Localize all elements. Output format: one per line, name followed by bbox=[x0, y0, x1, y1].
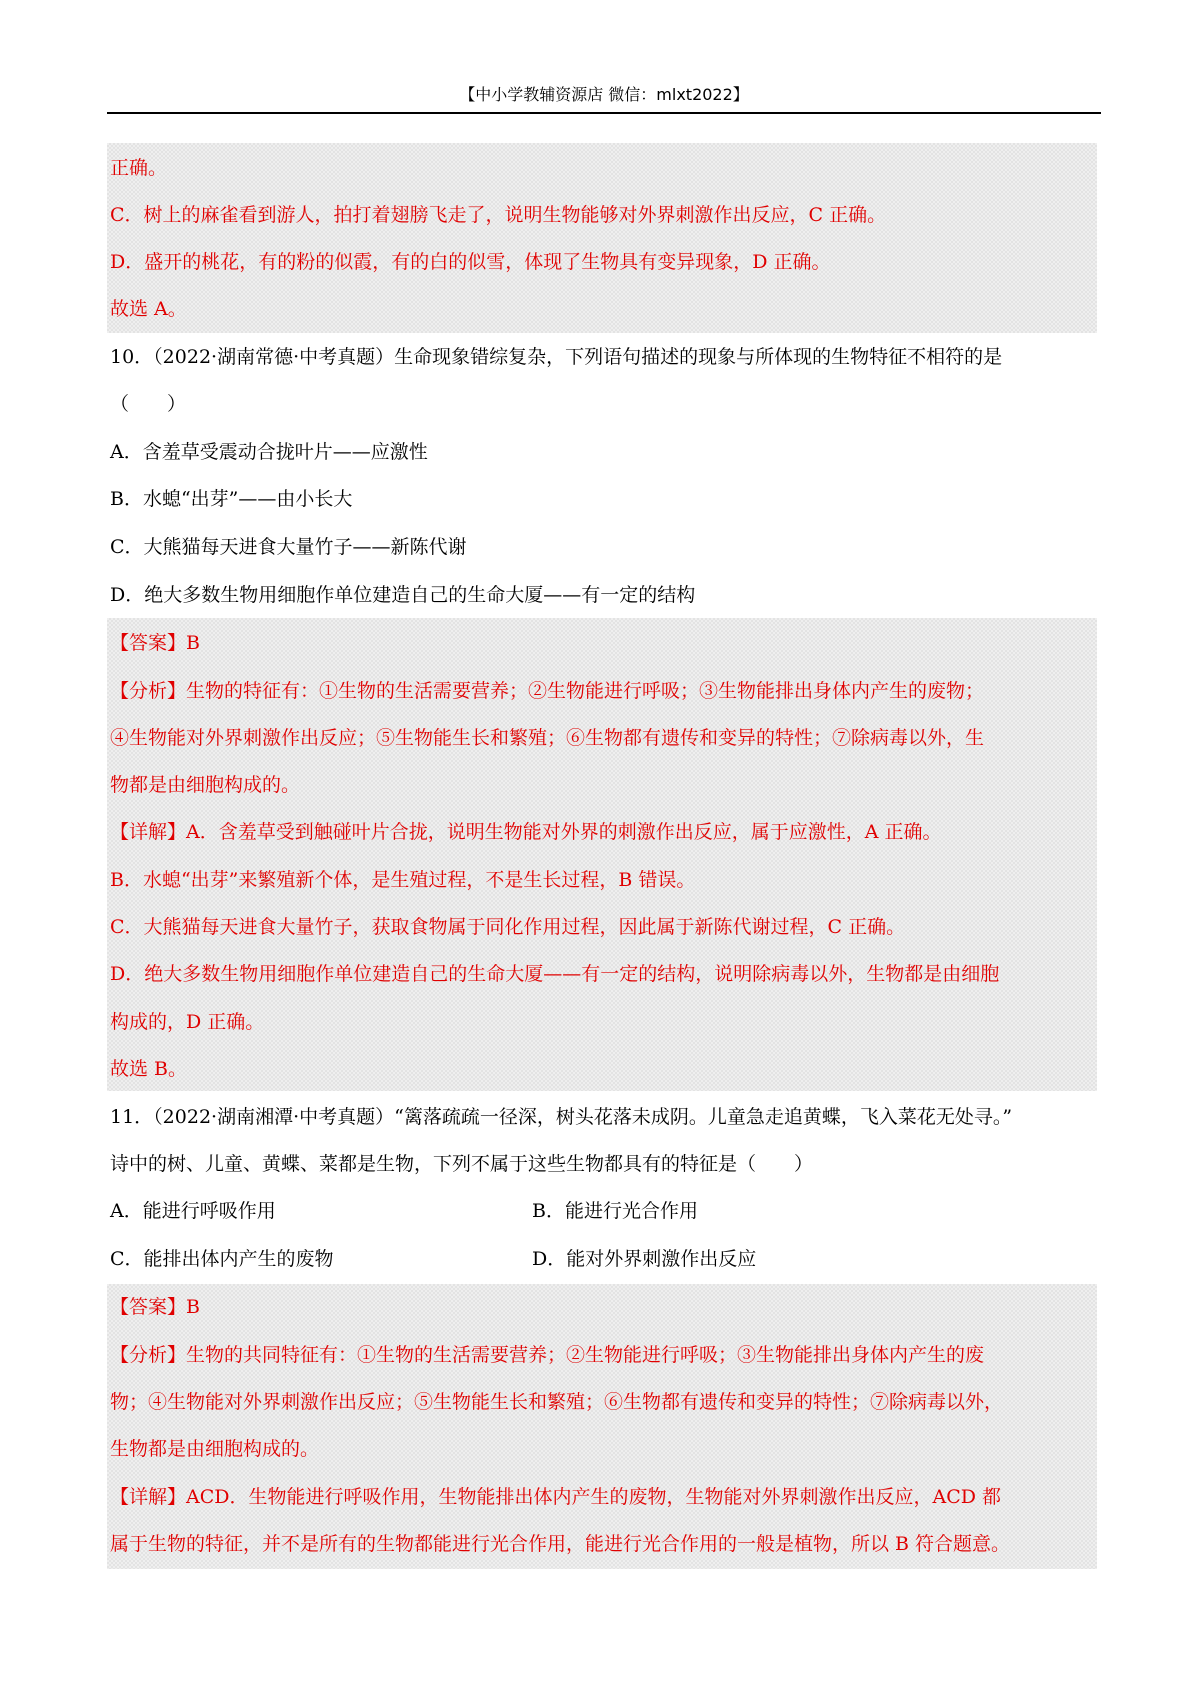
q10-detail: 构成的，D 正确。 bbox=[110, 1011, 265, 1033]
answer-block-q11 bbox=[107, 1284, 1097, 1569]
q10-analysis: 物都是由细胞构成的。 bbox=[110, 774, 301, 796]
q10-detail: 【详解】A．含羞草受到触碰叶片合拢，说明生物能对外界的刺激作出反应，属于应激性，A 正确。 bbox=[110, 821, 942, 843]
q11-detail: 属于生物的特征，并不是所有的生物都能进行光合作用，能进行光合作用的一般是植物，所以 B 符合题意。 bbox=[110, 1533, 1011, 1555]
q11-option-c: C．能排出体内产生的废物 bbox=[110, 1248, 334, 1270]
q10-option-b: B．水螅“出芽”——由小长大 bbox=[110, 488, 353, 510]
q11-detail: 【详解】ACD．生物能进行呼吸作用，生物能排出体内产生的废物，生物能对外界刺激作出反应，ACD 都 bbox=[110, 1486, 1002, 1508]
q11-option-d: D．能对外界刺激作出反应 bbox=[532, 1248, 757, 1270]
q11-option-b: B．能进行光合作用 bbox=[532, 1200, 698, 1222]
q11-stem: 11．（2022·湖南湘潭·中考真题）“篱落疏疏一径深，树头花落未成阴。儿童急走追黄蝶，飞入菜花无处寻。” bbox=[110, 1106, 1013, 1128]
q11-analysis: 【分析】生物的共同特征有：①生物的生活需要营养；②生物能进行呼吸；③生物能排出身体内产生的废 bbox=[110, 1344, 985, 1366]
q11-answer: 【答案】B bbox=[110, 1296, 200, 1318]
explanation-line: C．树上的麻雀看到游人，拍打着翅膀飞走了，说明生物能够对外界刺激作出反应，C 正确。 bbox=[110, 204, 887, 226]
q11-analysis: 生物都是由细胞构成的。 bbox=[110, 1438, 320, 1460]
page-header: 【中小学教辅资源店 微信：mlxt2022】 bbox=[107, 82, 1101, 114]
q10-option-a: A．含羞草受震动合拢叶片——应激性 bbox=[110, 441, 428, 463]
q10-option-c: C．大熊猫每天进食大量竹子——新陈代谢 bbox=[110, 536, 467, 558]
q11-stem: 诗中的树、儿童、黄蝶、菜都是生物，下列不属于这些生物都具有的特征是（ ） bbox=[110, 1153, 814, 1175]
q10-detail: 故选 B。 bbox=[110, 1058, 188, 1080]
q10-option-d: D．绝大多数生物用细胞作单位建造自己的生命大厦——有一定的结构 bbox=[110, 584, 696, 606]
q10-stem: （ ） bbox=[110, 393, 187, 415]
q10-detail: D．绝大多数生物用细胞作单位建造自己的生命大厦——有一定的结构，说明除病毒以外，生物都是由细胞 bbox=[110, 963, 1000, 985]
q10-analysis: ④生物能对外界刺激作出反应；⑤生物能生长和繁殖；⑥生物都有遗传和变异的特性；⑦除病毒以外，生 bbox=[110, 727, 985, 749]
q10-analysis: 【分析】生物的特征有：①生物的生活需要营养；②生物能进行呼吸；③生物能排出身体内产生的废物； bbox=[110, 680, 985, 702]
q10-detail: C．大熊猫每天进食大量竹子，获取食物属于同化作用过程，因此属于新陈代谢过程，C 正确。 bbox=[110, 916, 906, 938]
explanation-line: 故选 A。 bbox=[110, 298, 187, 320]
q11-option-a: A．能进行呼吸作用 bbox=[110, 1200, 276, 1222]
q11-analysis: 物；④生物能对外界刺激作出反应；⑤生物能生长和繁殖；⑥生物都有遗传和变异的特性；⑦除病毒以外， bbox=[110, 1391, 1004, 1413]
explanation-line: D．盛开的桃花，有的粉的似霞，有的白的似雪，体现了生物具有变异现象，D 正确。 bbox=[110, 251, 831, 273]
answer-block-top bbox=[107, 143, 1097, 333]
q10-detail: B．水螅“出芽”来繁殖新个体，是生殖过程，不是生长过程，B 错误。 bbox=[110, 869, 696, 891]
q10-answer: 【答案】B bbox=[110, 632, 200, 654]
q10-stem: 10．（2022·湖南常德·中考真题）生命现象错综复杂，下列语句描述的现象与所体现的生物特征不相符的是 bbox=[110, 346, 1003, 368]
explanation-line: 正确。 bbox=[110, 157, 168, 179]
